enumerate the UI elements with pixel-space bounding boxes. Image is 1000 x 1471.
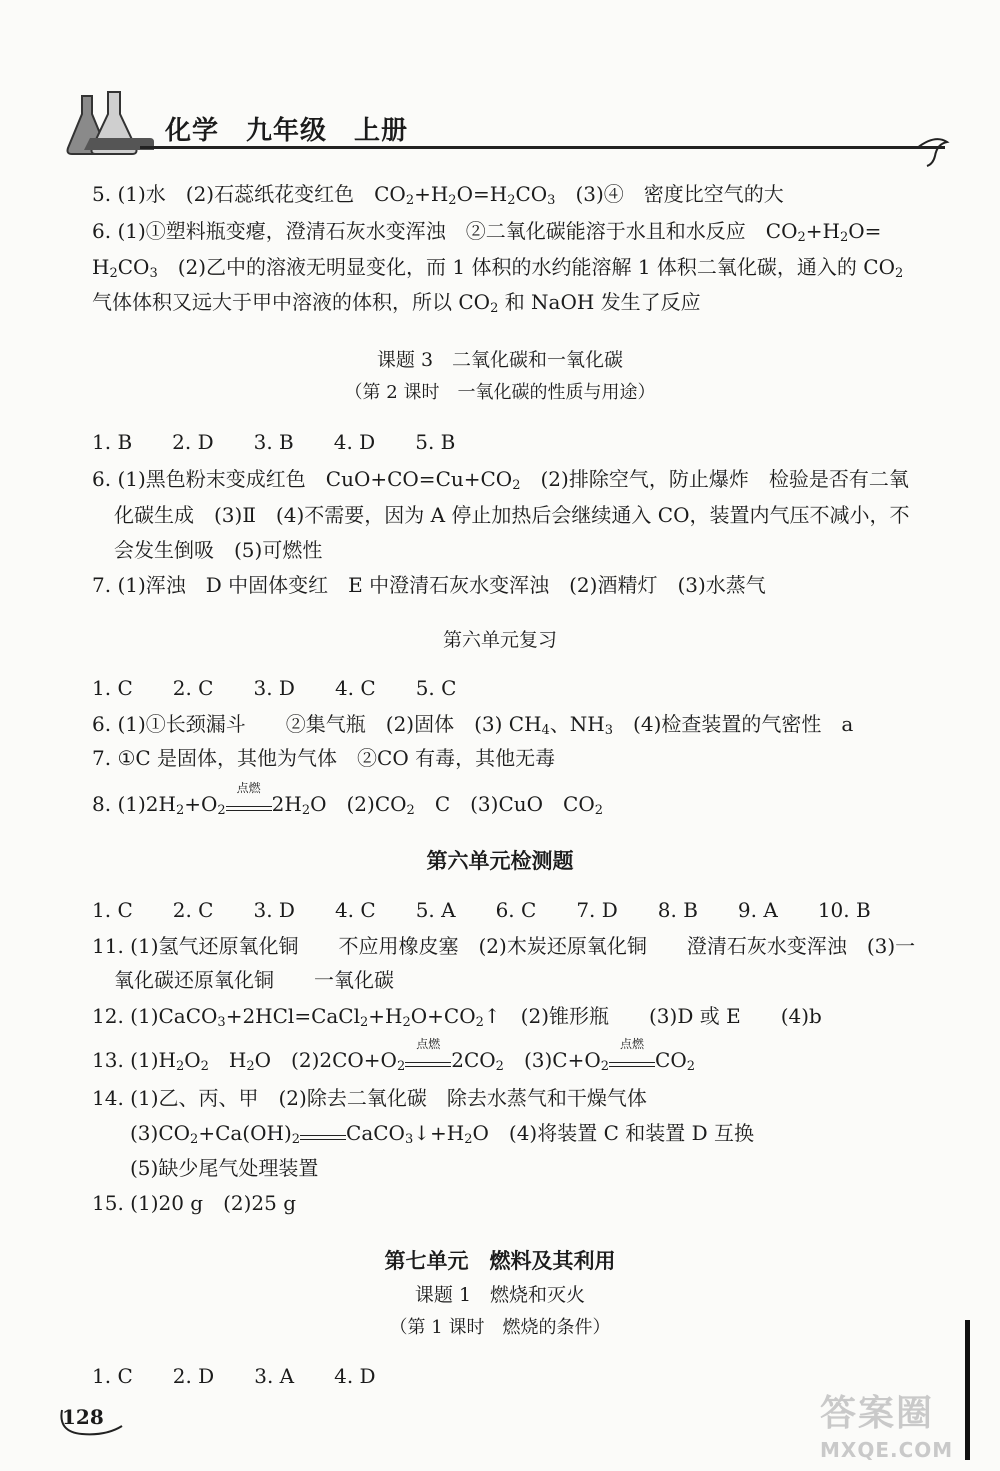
answer-line: 6. (1)①塑料瓶变瘪，澄清石灰水变浑浊 ②二氧化碳能溶于水且和水反应 $CO_2+H_2O=$ bbox=[92, 219, 882, 245]
watermark bbox=[820, 1385, 953, 1462]
header-rule bbox=[140, 146, 945, 149]
page-header bbox=[60, 90, 950, 170]
answer-line: 会发生倒吸 (5)可燃性 bbox=[114, 538, 323, 562]
answer-line: 1. C 2. C 3. D 4. C 5. A 6. C 7. D 8. B 9. A 10. B bbox=[92, 898, 871, 922]
reaction-condition-bar bbox=[300, 1124, 346, 1140]
reaction-condition: 点燃 bbox=[609, 1051, 655, 1067]
answer-line: 1. B 2. D 3. B 4. D 5. B bbox=[92, 430, 456, 454]
answer-line: $H_2CO_3$ (2)乙中的溶液无明显变化，而 1 体积的水约能溶解 1 体积二氧化碳，通入的 $CO_2$ bbox=[92, 255, 904, 281]
reaction-condition: 点燃 bbox=[226, 795, 272, 811]
answer-line: 氧化碳还原氧化铜 一氧化碳 bbox=[114, 968, 394, 992]
section-subtitle: （第 2 课时 一氧化碳的性质与用途） bbox=[344, 382, 656, 403]
watermark-url: MXQE.COM bbox=[820, 1438, 954, 1462]
page-number: 128 bbox=[62, 1405, 104, 1429]
answer-line: 13. $(1)H_2O_2$ $H_2O$ $(2)2CO+O_2$ 点燃 $2CO_2$ $(3)C+O_2$ 点燃 $CO_2$ bbox=[92, 1037, 696, 1074]
answer-line: 11. (1)氢气还原氧化铜 不应用橡皮塞 (2)木炭还原氧化铜 澄清石灰水变浑浊 (3)一 bbox=[92, 934, 916, 958]
section-title: 第六单元复习 bbox=[442, 629, 557, 651]
reaction-condition: 点燃 bbox=[405, 1051, 451, 1067]
answer-line: 8. $(1)2H_2+O_2$ 点燃 $2H_2O$ $(2)CO_2$ C (3)CuO $CO_2$ bbox=[92, 781, 604, 818]
answer-line: 12. $(1)CaCO_3+2HCl=CaCl_2+H_2O+CO_2↑$ (2)锥形瓶 (3)D 或 E (4)b bbox=[92, 1004, 822, 1030]
watermark-text: 答案圈 bbox=[820, 1393, 935, 1434]
answer-line: (5)缺少尾气处理装置 bbox=[130, 1156, 319, 1180]
section-subtitle: 课题 1 燃烧和灭火 bbox=[414, 1284, 586, 1306]
section-title: 第六单元检测题 bbox=[426, 848, 574, 873]
page-edge-rule bbox=[965, 1320, 970, 1460]
section-title: 第七单元 燃料及其利用 bbox=[384, 1248, 616, 1273]
answer-line: 1. C 2. C 3. D 4. C 5. C bbox=[92, 676, 457, 700]
answer-line: 7. ①C 是固体，其他为气体 ②CO 有毒，其他无毒 bbox=[92, 746, 556, 770]
header-curl-icon bbox=[915, 130, 955, 170]
answer-line: 15. (1)20 g (2)25 g bbox=[92, 1191, 297, 1215]
answer-line: 5. (1)水 (2)石蕊纸花变红色 $CO_2+H_2O=H_2CO_3$ (3)④ 密度比空气的大 bbox=[92, 182, 784, 208]
flask-logo-icon bbox=[60, 90, 160, 160]
answer-line: 1. C 2. D 3. A 4. D bbox=[92, 1364, 376, 1388]
answer-line: 7. (1)浑浊 D 中固体变红 E 中澄清石灰水变浑浊 (2)酒精灯 (3)水蒸气 bbox=[92, 573, 766, 597]
section-title: 课题 3 二氧化碳和一氧化碳 bbox=[376, 349, 624, 371]
answer-line: 气体体积又远大于甲中溶液的体积，所以 $CO_2$ 和 NaOH 发生了反应 bbox=[92, 290, 701, 316]
page-title: 化学 九年级 上册 bbox=[165, 116, 409, 146]
section-subtitle: （第 1 课时 燃烧的条件） bbox=[389, 1317, 611, 1338]
answer-line: 6. (1)①长颈漏斗 ②集气瓶 (2)固体 (3) $CH_4$、$NH_3$ (4)检查装置的气密性 a bbox=[92, 712, 854, 738]
answer-line: 14. (1)乙、丙、甲 (2)除去二氧化碳 除去水蒸气和干燥气体 bbox=[92, 1086, 647, 1110]
answer-line: 6. (1)黑色粉末变成红色 $CuO+CO=Cu+CO_2$ (2)排除空气，防止爆炸 检验是否有二氧 bbox=[92, 467, 909, 493]
answer-line: 化碳生成 (3)Ⅱ (4)不需要，因为 A 停止加热后会继续通入 CO，装置内气压不减小，不 bbox=[114, 503, 910, 527]
answer-line: $(3)CO_2+Ca(OH)_2$ $CaCO_3↓+H_2O$ (4)将装置 C 和装置 D 互换 bbox=[130, 1121, 754, 1147]
